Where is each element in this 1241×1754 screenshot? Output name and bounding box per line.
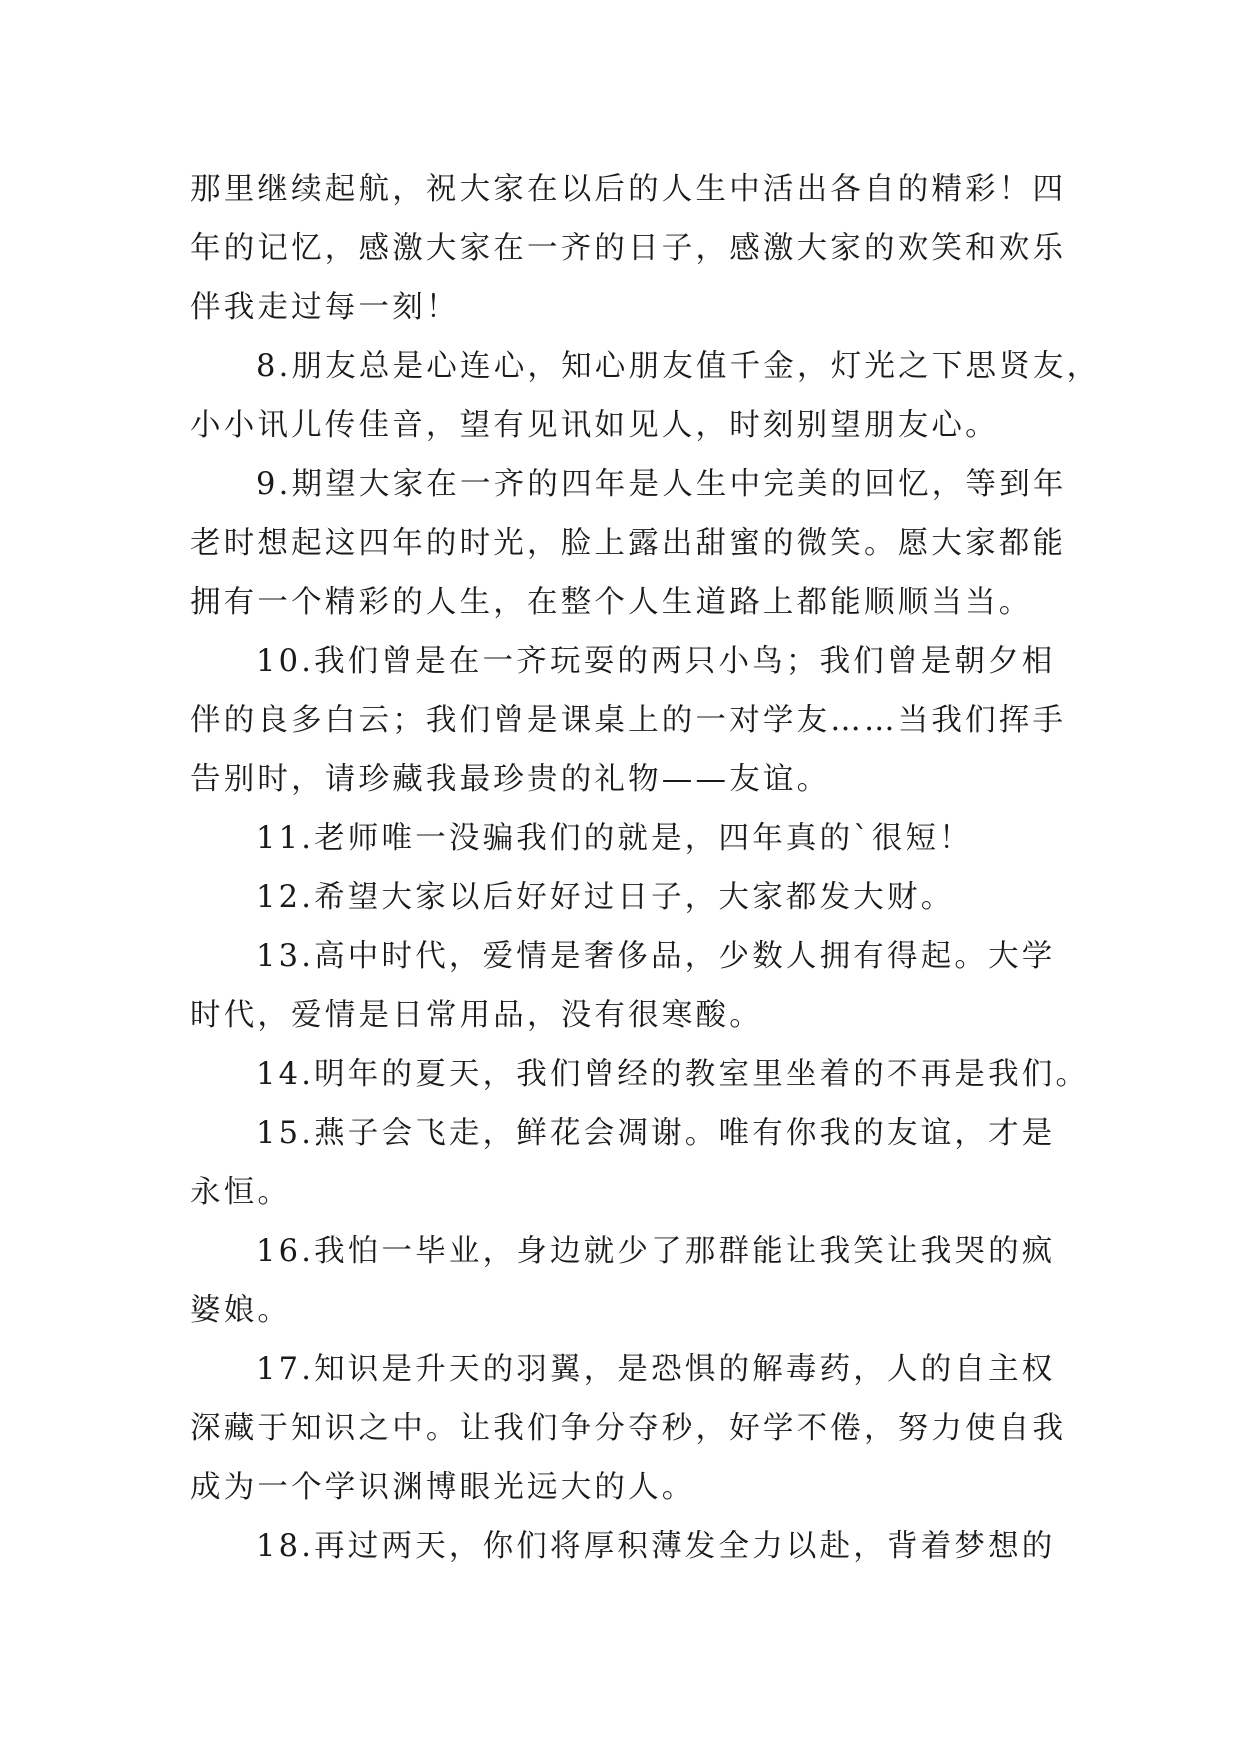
text-line: 年的记忆，感激大家在一齐的日子，感激大家的欢笑和欢乐: [190, 231, 1067, 266]
text-line: 老时想起这四年的时光，脸上露出甜蜜的微笑。愿大家都能: [190, 526, 1067, 561]
body-text: [190, 160, 1101, 1576]
text-line: 伴我走过每一刻！: [190, 290, 460, 325]
text-line: 时代，爱情是日常用品，没有很寒酸。: [190, 998, 763, 1033]
text-line: 17.知识是升天的羽翼，是恐惧的解毒药，人的自主权: [256, 1352, 1056, 1387]
text-line: 9.期望大家在一齐的四年是人生中完美的回忆，等到年: [256, 467, 1067, 502]
text-line: 拥有一个精彩的人生，在整个人生道路上都能顺顺当当。: [190, 585, 1033, 620]
text-line: 伴的良多白云；我们曾是课桌上的一对学友……当我们挥手: [190, 703, 1067, 738]
text-line: 13.高中时代，爱情是奢侈品，少数人拥有得起。大学: [256, 939, 1056, 974]
text-line: 18.再过两天，你们将厚积薄发全力以赴，背着梦想的: [256, 1529, 1056, 1564]
text-line: 12.希望大家以后好好过日子，大家都发大财。: [256, 880, 955, 915]
text-line: 成为一个学识渊博眼光远大的人。: [190, 1470, 696, 1505]
text-line: 15.燕子会飞走，鲜花会凋谢。唯有你我的友谊，才是: [256, 1116, 1056, 1151]
text-line: 小小讯儿传佳音，望有见讯如见人，时刻别望朋友心。: [190, 408, 999, 443]
text-line: 告别时，请珍藏我最珍贵的礼物——友谊。: [190, 762, 831, 797]
text-line: 10.我们曾是在一齐玩耍的两只小鸟；我们曾是朝夕相: [256, 644, 1056, 679]
text-line: 16.我怕一毕业，身边就少了那群能让我笑让我哭的疯: [256, 1234, 1056, 1269]
text-line: 婆娘。: [190, 1293, 292, 1328]
text-line: 永恒。: [190, 1175, 292, 1210]
text-line: 深藏于知识之中。让我们争分夺秒，好学不倦，努力使自我: [190, 1411, 1067, 1446]
text-line: 8.朋友总是心连心，知心朋友值千金，灯光之下思贤友，: [256, 349, 1101, 384]
text-line: 11.老师唯一没骗我们的就是，四年真的`很短！: [256, 821, 973, 856]
text-line: 14.明年的夏天，我们曾经的教室里坐着的不再是我们。: [256, 1057, 1090, 1092]
text-line: 那里继续起航，祝大家在以后的人生中活出各自的精彩！四: [190, 172, 1067, 207]
